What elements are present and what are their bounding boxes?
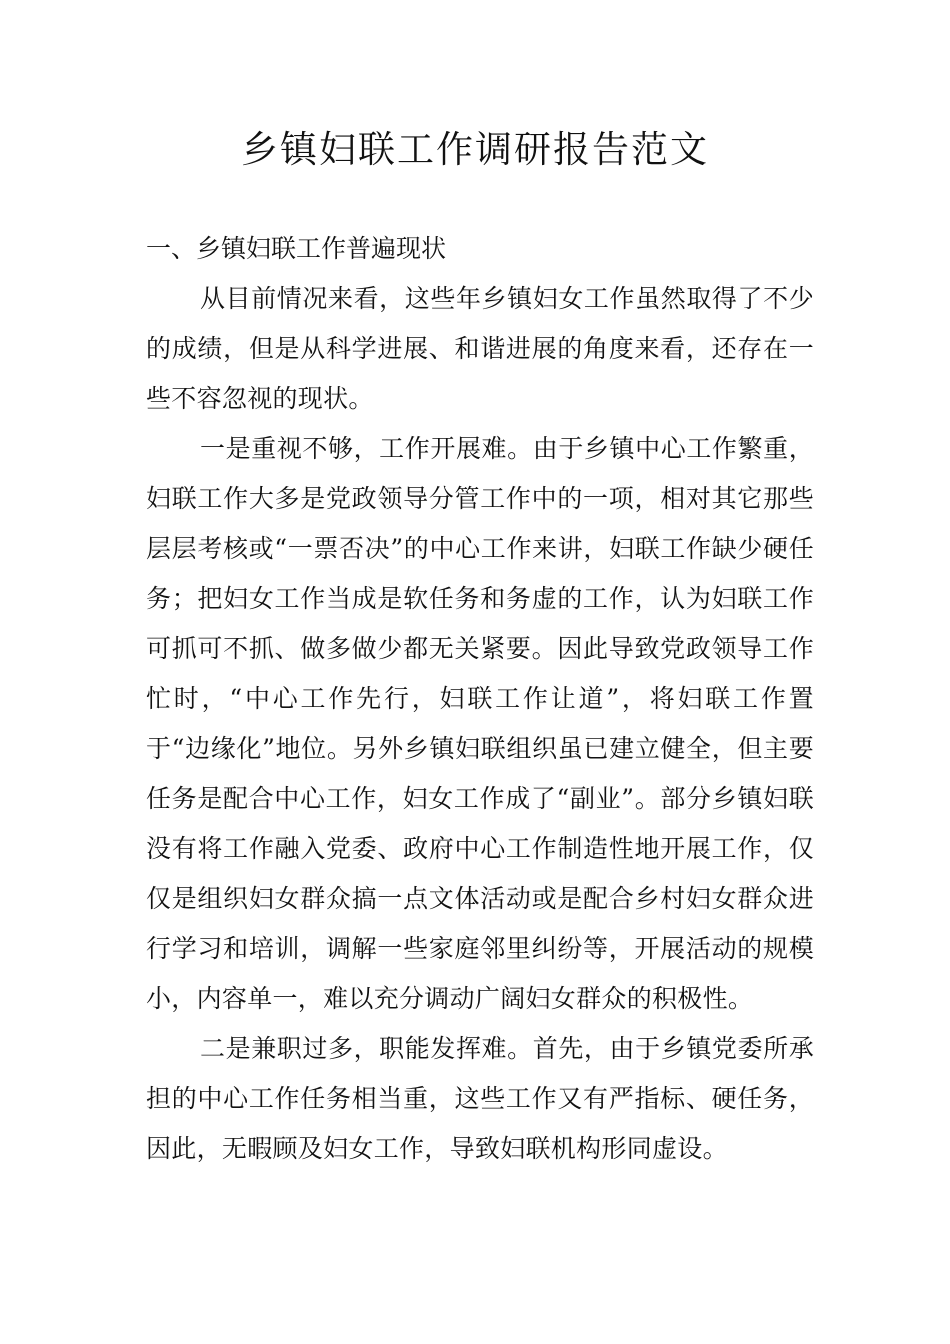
section-heading: 一、乡镇妇联工作普遍现状 [146, 234, 447, 263]
paragraph-1: 从目前情况来看，这些年乡镇妇女工作虽然取得了不少的成绩，但是从科学进展、和谐进展的角度来看，还存在一些不容忽视的现状。 [146, 284, 814, 413]
paragraph-2: 一是重视不够，工作开展难。由于乡镇中心工作繁重，妇联工作大多是党政领导分管工作中的一项，相对其它那些层层考核或“一票否决”的中心工作来讲，妇联工作缺少硬任务；把妇女工作当成是软任务和务虚的工作，认为妇联工作可抓可不抓、做多做少都无关紧要。因此导致党政领导工作忙时，“中心工作先行，妇联工作让道”，将妇联工作置于“边缘化”地位。另外乡镇妇联组织虽已建立健全，但主要任务是配合中心工作，妇女工作成了“副业”。部分乡镇妇联没有将工作融入党委、政府中心工作制造性地开展工作，仅仅是组织妇女群众搞一点文体活动或是配合乡村妇女群众进行学习和培训，调解一些家庭邻里纠纷等，开展活动的规模小，内容单一，难以充分调动广阔妇女群众的积极性。 [146, 434, 814, 1013]
document-title: 乡镇妇联工作调研报告范文 [241, 128, 709, 171]
paragraph-3: 二是兼职过多，职能发挥难。首先，由于乡镇党委所承担的中心工作任务相当重，这些工作又有严指标、硬任务，因此，无暇顾及妇女工作，导致妇联机构形同虚设。 [146, 1034, 814, 1163]
document-body [146, 224, 814, 1174]
